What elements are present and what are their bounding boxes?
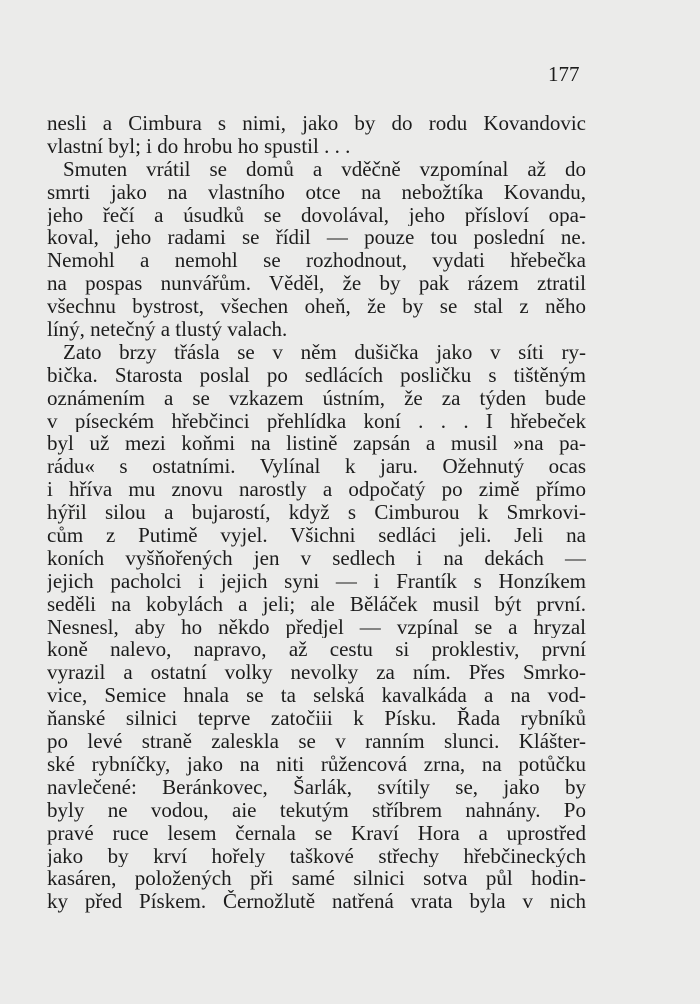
text-line: Smuten vrátil se domů a vděčně vzpomínal až do	[63, 157, 586, 181]
text-line: vice, Semice hnala se ta selská kavalkáda a na vod-	[47, 684, 586, 708]
text-line: jako by krví hořely taškové střechy hřebčineckých	[47, 844, 586, 868]
text-line: vlastní byl; i do hrobu ho spustil . . .	[47, 134, 351, 158]
text-line: Zato brzy třásla se v něm dušička jako v síti ry-	[63, 340, 586, 364]
text-line: bička. Starosta poslal po sedlácích posličku s tištěným	[47, 363, 586, 387]
text-line: koních vyšňořených jen v sedlech i na dekách —	[47, 546, 586, 570]
text-line: všechnu bystrost, všechen oheň, že by se stal z něho	[47, 295, 586, 319]
text-line: koně nalevo, napravo, až cestu si proklestiv, první	[47, 638, 586, 662]
text-line: oznámením a se vzkazem ústním, že za týden bude	[47, 386, 586, 410]
text-line: na pospas nunvářům. Věděl, že by pak rázem ztratil	[47, 272, 586, 296]
text-line: byly ne vodou, aie tekutým stříbrem nahnány. Po	[47, 798, 586, 822]
body-text	[47, 112, 586, 913]
text-line: Nemohl a nemohl se rozhodnout, vydati hřebečka	[47, 249, 586, 273]
text-line: líný, netečný a tlustý valach.	[47, 318, 288, 341]
text-line: Nesnesl, aby ho někdo předjel — vzpínal se a hryzal	[47, 615, 586, 639]
text-line: jejich pacholci i jejich syni — i Frantík s Honzíkem	[47, 569, 586, 593]
text-line: rádu« s ostatními. Vylínal k jaru. Ožehnutý ocas	[47, 455, 586, 479]
text-line: smrti jako na vlastního otce na nebožtíka Kovandu,	[47, 180, 586, 204]
text-line: nesli a Cimbura s nimi, jako by do rodu Kovandovic	[47, 112, 586, 135]
text-line: jeho řečí a úsudků se dovolával, jeho přísloví opa-	[47, 203, 586, 227]
text-line: pravé ruce lesem černala se Kraví Hora a uprostřed	[47, 821, 586, 845]
text-line: cům z Putimě vyjel. Všichni sedláci jeli. Jeli na	[47, 524, 586, 547]
text-line: ňanské silnici teprve zatočiii k Písku. Řada rybníků	[47, 707, 586, 731]
text-line: ské rybníčky, jako na niti růžencová zrna, na potůčku	[47, 752, 586, 776]
text-line: vyrazil a ostatní volky nevolky za ním. Přes Smrko-	[47, 661, 586, 685]
page-number: 177	[548, 62, 580, 86]
text-line: po levé straně zaleskla se v ranním slunci. Klášter-	[47, 730, 586, 753]
text-line: kasáren, položených při samé silnici sotva půl hodin-	[47, 867, 586, 891]
text-line: navlečené: Beránkovec, Šarlák, svítily se, jako by	[47, 775, 586, 799]
text-line: v píseckém hřebčinci přehlídka koní . . . I hřebeček	[47, 409, 586, 433]
text-line: i hříva mu znovu narostly a odpočatý po zimě přímo	[47, 478, 586, 502]
text-line: byl už mezi koňmi na listině zapsán a musil »na pa-	[47, 432, 586, 456]
text-line: seděli na kobylách a jeli; ale Běláček musil být první.	[47, 592, 586, 616]
text-line: ky před Pískem. Černožlutě natřená vrata byla v nich	[47, 890, 586, 914]
text-line: hýřil silou a bujarostí, když s Cimburou k Smrkovi-	[47, 501, 586, 525]
text-line: koval, jeho radami se řídil — pouze tou poslední ne.	[47, 226, 586, 250]
